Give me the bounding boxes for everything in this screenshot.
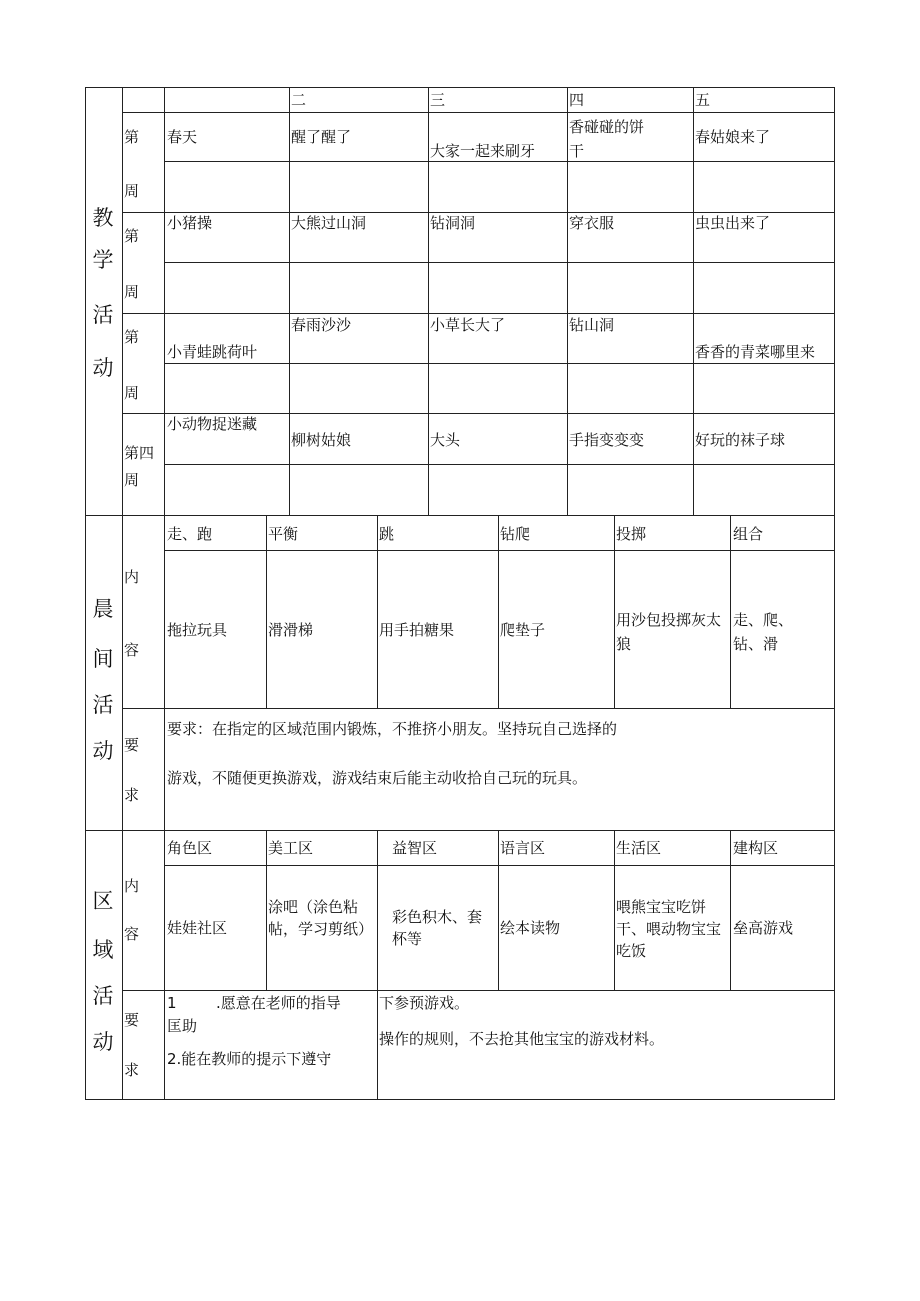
category-header: 语言区	[500, 839, 546, 857]
activity-cell: 小青蛙跳荷叶	[167, 343, 258, 361]
category-header: 建构区	[733, 839, 779, 857]
divider	[377, 515, 378, 709]
day-header: 四	[569, 91, 585, 109]
activity-cell: 春雨沙沙	[291, 316, 352, 334]
divider	[122, 112, 835, 113]
section-label-char: 学	[92, 248, 114, 272]
activity-cell: 用手拍糖果	[379, 621, 455, 639]
activity-cell: 手指变变变	[569, 431, 645, 449]
activity-cell: 虫虫出来了	[695, 214, 771, 232]
divider	[266, 830, 267, 991]
category-header: 生活区	[616, 839, 662, 857]
week-label: 周	[124, 283, 140, 301]
row-label: 求	[124, 1061, 140, 1079]
activity-cell: 柳树姑娘	[291, 431, 352, 449]
category-header: 跳	[379, 525, 395, 543]
activity-cell: 大头	[430, 431, 461, 449]
day-header: 三	[430, 91, 446, 109]
row-label: 要	[124, 736, 140, 754]
activity-cell: 拖拉玩具	[167, 621, 228, 639]
requirement-text: 游戏，不随便更换游戏，游戏结束后能主动收拾自己玩的玩具。	[167, 769, 588, 787]
activity-cell: 涂吧（涂色粘帖，学习剪纸）	[268, 898, 374, 938]
category-header: 组合	[733, 525, 764, 543]
row-label: 求	[124, 786, 140, 804]
divider	[614, 830, 615, 991]
divider	[164, 363, 835, 364]
section-label-char: 活	[92, 303, 114, 327]
activity-cell: 娃娃社区	[167, 919, 228, 937]
section-label-char: 活	[92, 984, 114, 1008]
activity-cell: 春天	[167, 128, 198, 146]
day-header: 五	[695, 91, 711, 109]
category-header: 投掷	[616, 525, 647, 543]
section-label-char: 动	[92, 739, 114, 763]
divider	[693, 87, 694, 515]
day-header: 二	[291, 91, 307, 109]
divider	[164, 550, 835, 551]
category-header: 美工区	[268, 839, 314, 857]
requirement-text: 2.能在教师的提示下遵守	[167, 1050, 332, 1068]
activity-cell: 滑滑梯	[268, 621, 314, 639]
activity-cell: 爬垫子	[500, 621, 546, 639]
week-label: 第	[124, 227, 140, 245]
activity-cell: 大家一起来刷牙	[430, 142, 536, 160]
category-header: 平衡	[268, 525, 299, 543]
divider	[614, 515, 615, 709]
requirement-text: 要求：在指定的区域范围内锻炼，不推挤小朋友。坚持玩自己选择的	[167, 720, 618, 738]
row-label: 内	[124, 568, 140, 586]
row-label: 要	[124, 1011, 140, 1029]
section-label-char: 动	[92, 1030, 114, 1054]
divider	[164, 865, 835, 866]
divider	[85, 515, 835, 516]
activity-cell: 香碰碰的饼	[569, 118, 645, 136]
activity-cell: 春姑娘来了	[695, 128, 771, 146]
divider	[122, 87, 123, 1100]
activity-cell: 穿衣服	[569, 214, 615, 232]
divider	[730, 830, 731, 991]
category-header: 角色区	[167, 839, 213, 857]
divider	[498, 515, 499, 709]
activity-cell: 干	[569, 142, 585, 160]
divider	[164, 464, 835, 465]
requirement-text: 操作的规则，不去抢其他宝宝的游戏材料。	[379, 1030, 665, 1048]
row-label: 容	[124, 641, 140, 659]
week-label: 第四	[124, 444, 155, 462]
row-label: 容	[124, 925, 140, 943]
divider	[428, 87, 429, 515]
activity-cell: 大熊过山洞	[291, 214, 367, 232]
divider	[730, 515, 731, 709]
divider	[122, 708, 835, 709]
requirement-text: .愿意在老师的指导	[216, 994, 341, 1012]
activity-cell: 钻山洞	[569, 316, 615, 334]
week-label: 周	[124, 471, 140, 489]
divider	[85, 830, 835, 831]
requirement-text: 匡助	[167, 1017, 198, 1035]
section-label-char: 区	[92, 889, 114, 913]
divider	[377, 830, 378, 1100]
table-border-right	[834, 87, 835, 1100]
divider	[164, 262, 835, 263]
section-label-char: 晨	[92, 597, 114, 621]
divider	[164, 515, 165, 830]
activity-cell: 喂熊宝宝吃饼干、喂动物宝宝吃饭	[616, 898, 722, 960]
activity-cell: 香香的青菜哪里来	[695, 343, 816, 361]
category-header: 益智区	[392, 839, 438, 857]
week-label: 第	[124, 328, 140, 346]
activity-cell: 小猪操	[167, 214, 213, 232]
divider	[164, 87, 165, 515]
divider	[122, 313, 835, 314]
table-border-top	[85, 87, 835, 88]
section-label-char: 间	[92, 647, 114, 671]
row-label: 内	[124, 877, 140, 895]
activity-cell: 绘本读物	[500, 919, 561, 937]
activity-cell: 醒了醒了	[291, 128, 352, 146]
activity-cell: 用沙包投掷灰太狼	[616, 611, 722, 653]
activity-cell: 钻洞洞	[430, 214, 476, 232]
activity-cell: 走、爬、钻、滑	[733, 611, 794, 653]
divider	[289, 87, 290, 515]
requirement-number: 1	[167, 994, 177, 1012]
week-label: 周	[124, 182, 140, 200]
table-border-bottom	[85, 1099, 835, 1100]
section-label-char: 教	[92, 206, 114, 230]
week-label: 第	[124, 128, 140, 146]
section-label-char: 活	[92, 693, 114, 717]
week-label: 周	[124, 384, 140, 402]
section-label-char: 动	[92, 356, 114, 380]
divider	[164, 830, 165, 1100]
category-header: 走、跑	[167, 525, 213, 543]
requirement-text: 下参预游戏。	[379, 994, 470, 1012]
activity-cell: 小草长大了	[430, 316, 506, 334]
category-header: 钻爬	[500, 525, 531, 543]
divider	[266, 515, 267, 709]
table-border-left	[85, 87, 86, 1100]
activity-cell: 小动物捉迷藏	[167, 415, 258, 433]
activity-cell: 好玩的袜子球	[695, 431, 786, 449]
divider	[122, 990, 835, 991]
section-label-char: 域	[92, 938, 114, 962]
activity-cell: 彩色积木、套杯等	[392, 908, 483, 948]
divider	[567, 87, 568, 515]
activity-cell: 垒高游戏	[733, 919, 794, 937]
divider	[498, 830, 499, 991]
